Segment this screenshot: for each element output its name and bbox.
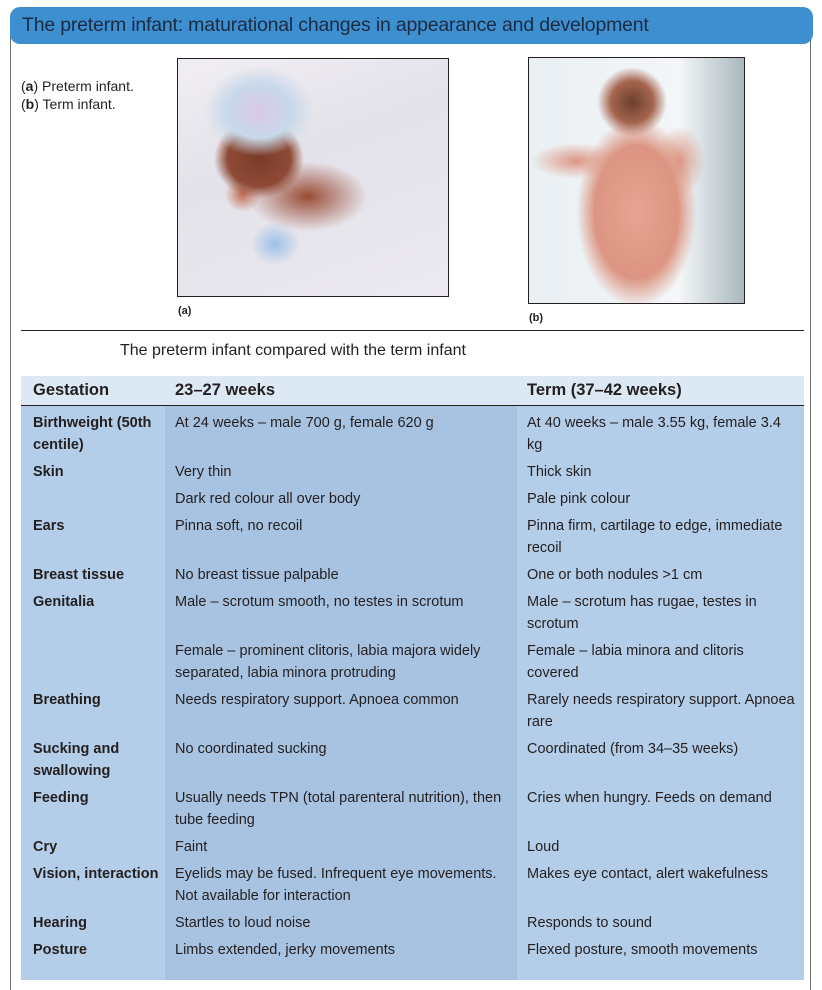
term-value: Responds to sound — [527, 915, 652, 931]
term-value: Male – scrotum has rugae, testes in scrotum — [527, 594, 757, 632]
figure-captions — [21, 77, 134, 113]
row-label: Sucking and swallowing — [33, 741, 120, 779]
header-term: Term (37–42 weeks) — [527, 381, 682, 399]
table-row — [21, 689, 804, 733]
table-row — [21, 939, 804, 961]
row-label: Posture — [33, 942, 87, 958]
row-label: Breathing — [33, 692, 101, 708]
row-label: Breast tissue — [33, 567, 125, 583]
table-row — [21, 515, 804, 559]
table-row — [21, 412, 804, 456]
term-value: Pinna firm, cartilage to edge, immediate recoil — [527, 518, 783, 556]
table-row — [21, 787, 804, 831]
term-infant-photo — [528, 57, 745, 304]
caption-a-letter: a — [25, 78, 34, 94]
table-row — [21, 591, 804, 635]
preterm-value: Pinna soft, no recoil — [175, 518, 303, 534]
table-row — [21, 836, 804, 858]
comparison-table — [21, 376, 804, 980]
table-row — [21, 640, 804, 684]
preterm-value: Usually needs TPN (total parenteral nutrition), then tube feeding — [175, 790, 502, 828]
row-label: Skin — [33, 464, 64, 480]
row-label: Cry — [33, 839, 58, 855]
caption-a: (a) Preterm infant. — [21, 78, 134, 94]
row-label — [21, 640, 165, 684]
table-row — [21, 863, 804, 907]
page-title: The preterm infant: maturational changes in appearance and development — [22, 14, 649, 36]
term-value: Thick skin — [527, 464, 592, 480]
term-value: Female – labia minora and clitoris covered — [527, 643, 744, 681]
term-value: Coordinated (from 34–35 weeks) — [527, 741, 739, 757]
preterm-value: No breast tissue palpable — [175, 567, 339, 583]
preterm-value: At 24 weeks – male 700 g, female 620 g — [175, 415, 434, 431]
term-value: Cries when hungry. Feeds on demand — [527, 790, 772, 806]
preterm-value: Very thin — [175, 464, 232, 480]
caption-b-letter: b — [25, 96, 35, 112]
preterm-value: Eyelids may be fused. Infrequent eye movements. Not available for interaction — [175, 866, 497, 904]
table-row — [21, 912, 804, 934]
row-label: Ears — [33, 518, 65, 534]
table-row — [21, 461, 804, 483]
preterm-infant-photo — [177, 58, 449, 297]
row-label — [21, 488, 165, 510]
table-row — [21, 738, 804, 782]
photo-b-label: (b) — [529, 312, 544, 324]
row-label: Vision, interaction — [33, 866, 159, 882]
term-value: Pale pink colour — [527, 491, 631, 507]
table-row — [21, 488, 804, 510]
preterm-value: Needs respiratory support. Apnoea common — [175, 692, 459, 708]
term-value: Makes eye contact, alert wakefulness — [527, 866, 768, 882]
row-label: Birthweight (50th centile) — [33, 415, 152, 453]
row-label: Hearing — [33, 915, 87, 931]
table-row — [21, 564, 804, 586]
preterm-value: No coordinated sucking — [175, 741, 327, 757]
term-value: Flexed posture, smooth movements — [527, 942, 758, 958]
row-label: Genitalia — [33, 594, 95, 610]
table-body — [21, 406, 804, 980]
preterm-value: Faint — [175, 839, 208, 855]
preterm-value: Male – scrotum smooth, no testes in scrotum — [175, 594, 464, 610]
table-header-row — [21, 376, 804, 406]
table-title: The preterm infant compared with the term infant — [120, 342, 466, 359]
caption-b-text: Term infant. — [38, 96, 116, 112]
photo-a-label: (a) — [178, 305, 192, 317]
caption-a-text: Preterm infant. — [38, 78, 134, 94]
term-value: Rarely needs respiratory support. Apnoea rare — [527, 692, 795, 730]
row-label: Feeding — [33, 790, 89, 806]
preterm-value: Limbs extended, jerky movements — [175, 942, 396, 958]
term-value: At 40 weeks – male 3.55 kg, female 3.4 kg — [527, 415, 781, 453]
title-bar — [10, 7, 813, 44]
preterm-value: Dark red colour all over body — [175, 491, 361, 507]
section-divider — [21, 330, 804, 331]
preterm-value: Female – prominent clitoris, labia majora widely separated, labia minora protruding — [175, 643, 481, 681]
term-value: One or both nodules >1 cm — [527, 567, 703, 583]
header-preterm: 23–27 weeks — [175, 381, 276, 399]
term-value: Loud — [527, 839, 560, 855]
preterm-value: Startles to loud noise — [175, 915, 311, 931]
header-gestation: Gestation — [33, 381, 110, 399]
caption-b: (b) Term infant. — [21, 96, 116, 112]
